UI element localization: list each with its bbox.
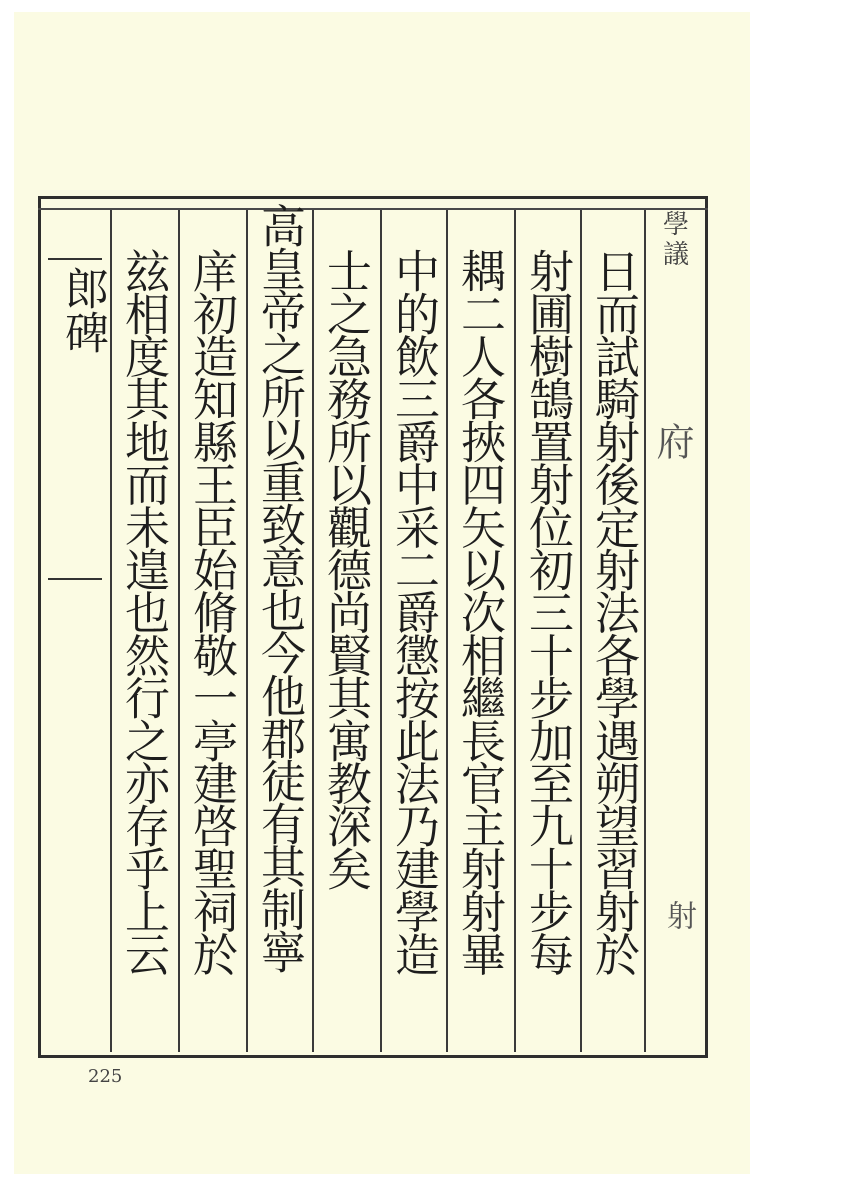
text-column-6: 高皇帝之所以重致意也今他郡徒有其制寧 (253, 203, 306, 972)
block-heart-margin (644, 210, 706, 1052)
margin-label: 府 (650, 422, 694, 460)
margin-label: 射 (661, 900, 696, 930)
text-column-4: 中的飲三爵中采二爵懲按此法乃建學造 (387, 248, 440, 974)
text-column-7: 庠初造知縣王臣始脩敬一亭建啓聖祠於 (185, 248, 238, 974)
frame-inner-line (38, 208, 708, 210)
text-column-8: 玆相度其地而未遑也然行之亦存乎上云 (117, 248, 170, 974)
text-column-1: 日而試騎射後定射法各學遇朔望習射於 (587, 248, 640, 974)
text-column-2: 射圃樹鵠置射位初三十步加至九十步每 (521, 248, 574, 974)
title-label: 郎碑 (57, 266, 108, 354)
title-margin (40, 210, 110, 1052)
margin-heading: 學議 (662, 210, 689, 270)
page-number: 225 (88, 1066, 123, 1087)
text-column-3: 耦二人各挾四矢以次相繼長官主射射畢 (453, 248, 506, 974)
text-column-5: 士之急務所以觀德尚賢其寓教深矣 (319, 248, 372, 889)
